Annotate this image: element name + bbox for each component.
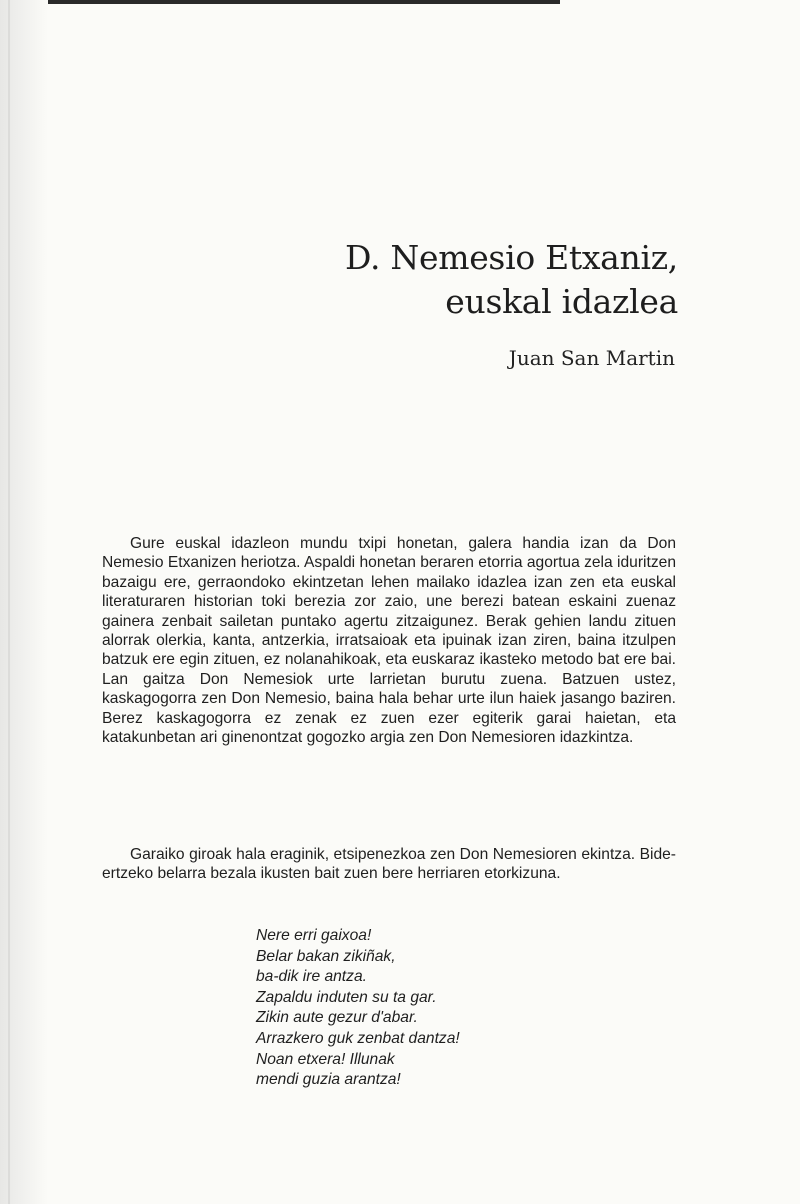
poem-line: Zapaldu induten su ta gar.	[256, 988, 437, 1006]
page-top-edge	[0, 0, 560, 4]
article-title	[345, 236, 678, 324]
poem-quote	[256, 926, 460, 1091]
poem-line: Noan etxera! Illunak	[256, 1050, 395, 1068]
poem-line: Nere erri gaixoa!	[256, 927, 372, 944]
article-author: Juan San Martin	[508, 346, 675, 370]
body-paragraph-1-block	[102, 534, 676, 747]
body-paragraph: Gure euskal idazleon mundu txipi honetan, galera handia izan da Don Nemesio Etxanizen heriotza. Aspaldi honetan beraren etorria agortua zela iduritzen bazaigu ere, gerraondoko ekintzetan lehen mailako idazlea izan zen eta euskal literaturaren historian toki berezia zor zaio, une berezi batean eskaini zuenaz gainera zenbait sailetan puntako agertu zitzaigunez. Berak gehien landu zituen alorrak olerkia, kanta, antzerkia, irratsaioak eta ipuinak izan ziren, baina itzulpen batzuk ere egin zituen, ez nolanahikoak, eta euskaraz ikasteko metodo bat ere bai. Lan gaitza Don Nemesiok urte larrietan burutu zuena. Batzuen ustez, kaskagogorra zen Don Nemesio, baina hala behar urte ilun haiek jasango baziren. Berez kaskagogorra ez zenak ez zuen ezer egiterik garai haietan, eta katakunbetan ari ginenontzat gogozko argia zen Don Nemesioren idazkintza.	[102, 535, 676, 747]
binding-line	[8, 0, 10, 1204]
poem-line: ba-dik ire antza.	[256, 968, 367, 986]
poem-line: Zikin aute gezur d'abar.	[256, 1009, 418, 1027]
body-paragraph: Garaiko giroak hala eraginik, etsipenezkoa zen Don Nemesioren ekintza. Bide-ertzeko belarra bezala ikusten bait zuen bere herriaren etorkizuna.	[102, 846, 676, 883]
poem-line: mendi guzia arantza!	[256, 1071, 401, 1089]
book-binding-gutter	[0, 0, 48, 1204]
article-title-line-2: euskal idazlea	[445, 282, 678, 321]
article-title-line-1: D. Nemesio Etxaniz,	[345, 238, 678, 277]
body-paragraph-2-block	[102, 845, 676, 884]
poem-line: Arrazkero guk zenbat dantza!	[256, 1029, 460, 1047]
poem-line: Belar bakan zikiñak,	[256, 947, 396, 965]
